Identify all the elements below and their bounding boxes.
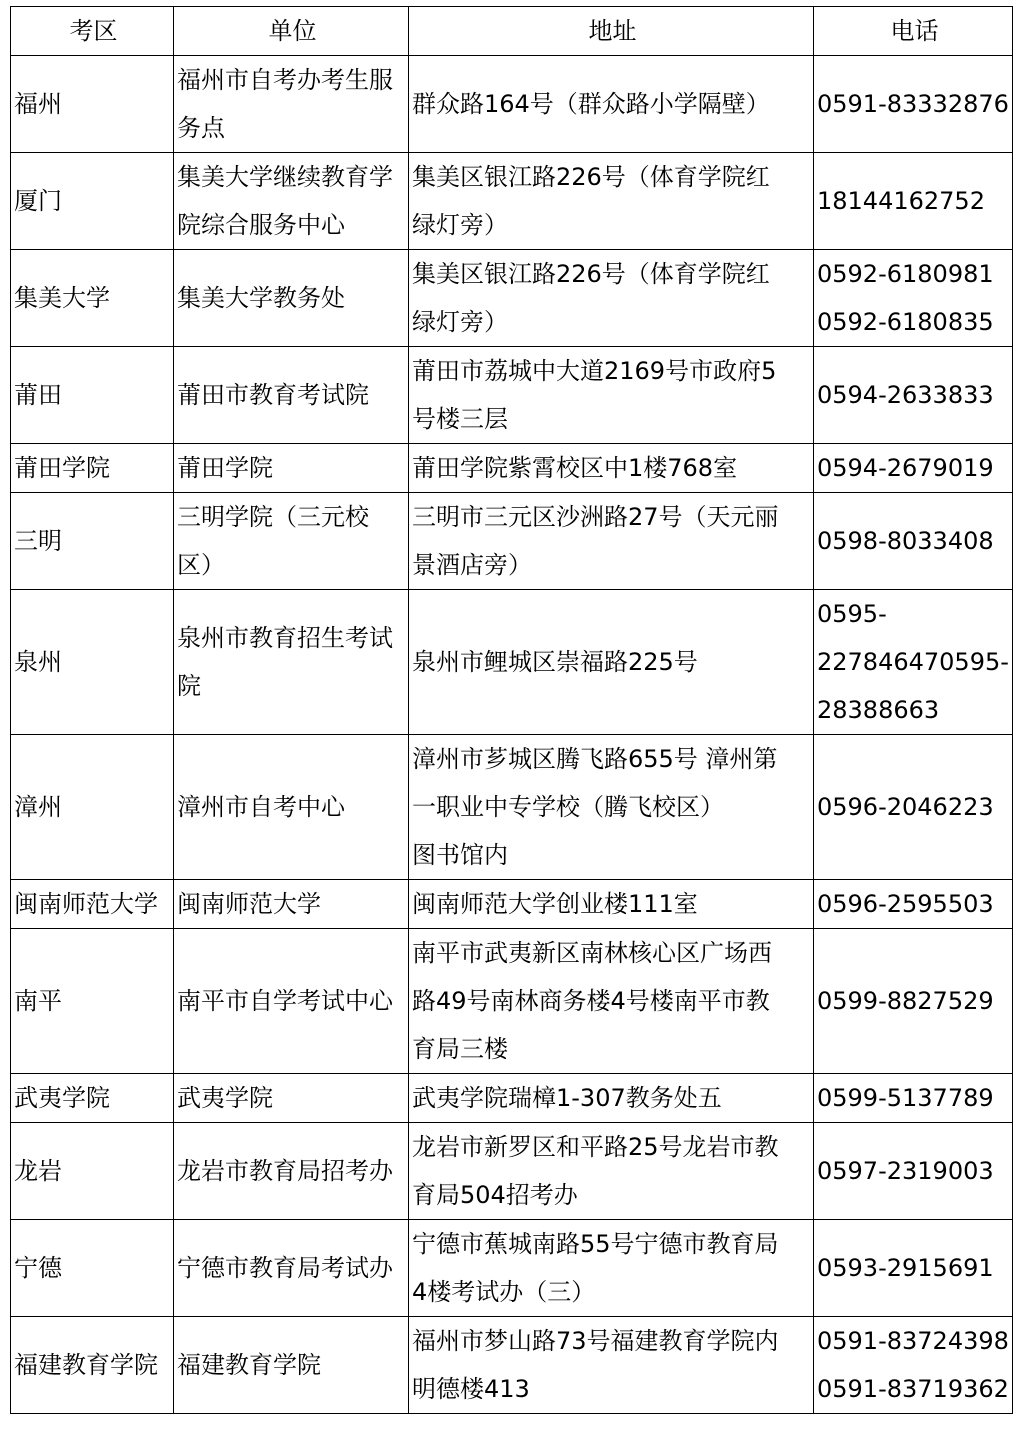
area-cell-line: 宁德 (14, 1254, 62, 1282)
unit-cell (174, 1317, 409, 1414)
address-cell-line: 泉州市鲤城区崇福路225号 (412, 648, 698, 676)
table-row (11, 1220, 1013, 1317)
area-cell-line: 泉州 (14, 648, 62, 676)
area-cell (11, 590, 174, 735)
table-row (11, 590, 1013, 735)
phone-cell (814, 444, 1013, 493)
phone-cell-line: 0593-2915691 (817, 1254, 994, 1282)
address-cell (409, 1123, 814, 1220)
address-cell-line: 4楼考试办（三） (412, 1278, 596, 1306)
address-cell-line: 绿灯旁） (412, 211, 508, 239)
area-cell-line: 福建教育学院 (14, 1351, 158, 1379)
address-cell (409, 929, 814, 1074)
address-cell (409, 153, 814, 250)
area-cell-line: 南平 (14, 987, 62, 1015)
phone-cell-line: 0596-2595503 (817, 890, 994, 918)
address-cell-line: 明德楼413 (412, 1375, 530, 1403)
phone-cell-line: 0599-8827529 (817, 987, 994, 1015)
phone-cell-line: 0598-8033408 (817, 527, 994, 555)
area-cell-line: 三明 (14, 527, 62, 555)
phone-cell-line: 0592-6180981 (817, 260, 994, 288)
unit-cell-line: 宁德市教育局考试办 (177, 1254, 393, 1282)
unit-cell-line: 闽南师范大学 (177, 890, 321, 918)
unit-cell (174, 347, 409, 444)
address-cell (409, 1220, 814, 1317)
address-cell-line: 群众路164号（群众路小学隔壁） (412, 90, 770, 118)
address-cell (409, 444, 814, 493)
table-header-row (11, 7, 1013, 56)
area-cell (11, 153, 174, 250)
unit-cell-line: 集美大学教务处 (177, 284, 345, 312)
area-cell-line: 莆田 (14, 381, 62, 409)
exam-site-table (10, 6, 1013, 1414)
unit-cell (174, 250, 409, 347)
header-unit: 单位 (174, 7, 409, 56)
phone-cell-line: 28388663 (817, 696, 940, 724)
address-cell-line: 莆田市荔城中大道2169号市政府5 (412, 357, 777, 385)
phone-cell-line: 0594-2633833 (817, 381, 994, 409)
phone-cell (814, 880, 1013, 929)
table-row (11, 493, 1013, 590)
address-cell-line: 福州市梦山路73号福建教育学院内 (412, 1327, 779, 1355)
phone-cell-line: 0599-5137789 (817, 1084, 994, 1112)
table-row (11, 1074, 1013, 1123)
area-cell-line: 龙岩 (14, 1157, 62, 1185)
address-cell-line: 宁德市蕉城南路55号宁德市教育局 (412, 1230, 779, 1258)
address-cell-line: 育局三楼 (412, 1035, 508, 1063)
table-row (11, 444, 1013, 493)
phone-cell-line: 18144162752 (817, 187, 985, 215)
header-address: 地址 (409, 7, 814, 56)
phone-cell (814, 1220, 1013, 1317)
address-cell (409, 590, 814, 735)
phone-cell (814, 56, 1013, 153)
table-row (11, 735, 1013, 880)
table-row (11, 880, 1013, 929)
address-cell-line: 一职业中专学校（腾飞校区） (412, 793, 724, 821)
table-row (11, 56, 1013, 153)
area-cell (11, 1074, 174, 1123)
area-cell-line: 厦门 (14, 187, 62, 215)
address-cell (409, 250, 814, 347)
unit-cell-line: 南平市自学考试中心 (177, 987, 393, 1015)
unit-cell-line: 区） (177, 551, 225, 579)
area-cell (11, 347, 174, 444)
address-cell (409, 735, 814, 880)
area-cell-line: 莆田学院 (14, 454, 110, 482)
exam-site-table-container (10, 6, 1012, 1418)
phone-cell-line: 0597-2319003 (817, 1157, 994, 1185)
address-cell (409, 1317, 814, 1414)
address-cell-line: 三明市三元区沙洲路27号（天元丽 (412, 503, 779, 531)
table-row (11, 929, 1013, 1074)
table-row (11, 250, 1013, 347)
phone-cell-line: 0595- (817, 600, 887, 628)
table-row (11, 1123, 1013, 1220)
unit-cell (174, 880, 409, 929)
area-cell (11, 56, 174, 153)
phone-cell (814, 250, 1013, 347)
unit-cell-line: 武夷学院 (177, 1084, 273, 1112)
area-cell-line: 闽南师范大学 (14, 890, 158, 918)
address-cell-line: 集美区银江路226号（体育学院红 (412, 260, 770, 288)
phone-cell (814, 1317, 1013, 1414)
address-cell-line: 集美区银江路226号（体育学院红 (412, 163, 770, 191)
address-cell-line: 南平市武夷新区南林核心区广场西 (412, 939, 772, 967)
area-cell-line: 漳州 (14, 793, 62, 821)
phone-cell (814, 153, 1013, 250)
address-cell-line: 武夷学院瑞樟1-307教务处五 (412, 1084, 722, 1112)
unit-cell (174, 493, 409, 590)
address-cell-line: 绿灯旁） (412, 308, 508, 336)
area-cell-line: 福州 (14, 90, 62, 118)
unit-cell (174, 1074, 409, 1123)
address-cell (409, 56, 814, 153)
phone-cell-line: 0596-2046223 (817, 793, 994, 821)
unit-cell (174, 929, 409, 1074)
phone-cell (814, 493, 1013, 590)
header-phone: 电话 (814, 7, 1013, 56)
area-cell (11, 929, 174, 1074)
address-cell-line: 漳州市芗城区腾飞路655号 漳州第 (412, 745, 778, 773)
unit-cell-line: 泉州市教育招生考试 (177, 624, 393, 652)
area-cell-line: 集美大学 (14, 284, 110, 312)
unit-cell-line: 院 (177, 672, 201, 700)
phone-cell-line: 0591-83332876 (817, 90, 1009, 118)
area-cell (11, 1220, 174, 1317)
address-cell-line: 龙岩市新罗区和平路25号龙岩市教 (412, 1133, 779, 1161)
unit-cell-line: 福州市自考办考生服 (177, 66, 393, 94)
phone-cell-line: 227846470595- (817, 648, 1009, 676)
address-cell-line: 育局504招考办 (412, 1181, 578, 1209)
phone-cell (814, 929, 1013, 1074)
area-cell (11, 1317, 174, 1414)
phone-cell-line: 0591-83724398 (817, 1327, 1009, 1355)
area-cell (11, 1123, 174, 1220)
phone-cell (814, 1123, 1013, 1220)
address-cell-line: 莆田学院紫霄校区中1楼768室 (412, 454, 738, 482)
unit-cell (174, 1123, 409, 1220)
table-row (11, 1317, 1013, 1414)
unit-cell-line: 龙岩市教育局招考办 (177, 1157, 393, 1185)
header-area: 考区 (11, 7, 174, 56)
unit-cell-line: 三明学院（三元校 (177, 503, 369, 531)
area-cell (11, 493, 174, 590)
phone-cell-line: 0591-83719362 (817, 1375, 1009, 1403)
unit-cell (174, 56, 409, 153)
address-cell-line: 图书馆内 (412, 841, 508, 869)
unit-cell (174, 735, 409, 880)
area-cell (11, 250, 174, 347)
unit-cell-line: 福建教育学院 (177, 1351, 321, 1379)
phone-cell-line: 0594-2679019 (817, 454, 994, 482)
area-cell (11, 444, 174, 493)
unit-cell-line: 集美大学继续教育学 (177, 163, 393, 191)
phone-cell (814, 735, 1013, 880)
address-cell-line: 号楼三层 (412, 405, 508, 433)
area-cell-line: 武夷学院 (14, 1084, 110, 1112)
unit-cell (174, 153, 409, 250)
phone-cell-line: 0592-6180835 (817, 308, 994, 336)
address-cell (409, 880, 814, 929)
address-cell (409, 347, 814, 444)
unit-cell (174, 1220, 409, 1317)
unit-cell (174, 590, 409, 735)
table-row (11, 153, 1013, 250)
unit-cell-line: 莆田市教育考试院 (177, 381, 369, 409)
phone-cell (814, 347, 1013, 444)
address-cell-line: 闽南师范大学创业楼111室 (412, 890, 698, 918)
phone-cell (814, 590, 1013, 735)
address-cell (409, 1074, 814, 1123)
phone-cell (814, 1074, 1013, 1123)
unit-cell-line: 务点 (177, 114, 225, 142)
area-cell (11, 880, 174, 929)
unit-cell-line: 漳州市自考中心 (177, 793, 345, 821)
address-cell-line: 路49号南林商务楼4号楼南平市教 (412, 987, 770, 1015)
address-cell (409, 493, 814, 590)
address-cell-line: 景酒店旁） (412, 551, 532, 579)
area-cell (11, 735, 174, 880)
table-row (11, 347, 1013, 444)
unit-cell-line: 莆田学院 (177, 454, 273, 482)
unit-cell-line: 院综合服务中心 (177, 211, 345, 239)
unit-cell (174, 444, 409, 493)
